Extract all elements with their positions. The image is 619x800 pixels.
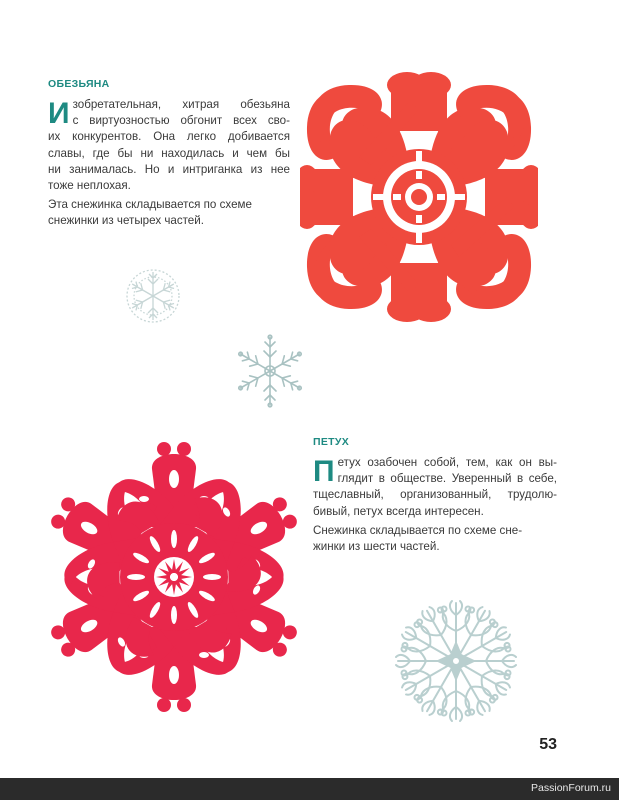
rooster-dropcap: П bbox=[313, 455, 335, 488]
rooster-line: тщеславный, организованный, трудолю- bbox=[313, 488, 557, 502]
rooster-scheme-line: жинки из шести частей. bbox=[313, 540, 440, 554]
monkey-papercut-snowflake bbox=[300, 66, 538, 328]
monkey-scheme-line: Эта снежинка складывается по схеме bbox=[48, 198, 252, 211]
watermark-text[interactable]: PassionForum.ru bbox=[531, 782, 611, 794]
pale-snowflake-large-icon bbox=[388, 596, 524, 726]
monkey-line: тоже неплохая. bbox=[48, 179, 131, 193]
rooster-line: етух озабочен собой, тем, как он вы- bbox=[337, 456, 557, 469]
monkey-snowflake-body bbox=[300, 72, 538, 322]
monkey-scheme-note bbox=[48, 197, 292, 229]
monkey-description bbox=[48, 97, 290, 194]
rooster-papercut-snowflake bbox=[48, 436, 300, 718]
rooster-line: бивый, петух всегда интересен. bbox=[313, 504, 484, 518]
monkey-heading: ОБЕЗЬЯНА bbox=[48, 78, 110, 90]
rooster-snowflake-body bbox=[48, 442, 300, 712]
monkey-line: их конкурентов. Она легко добивается bbox=[48, 130, 290, 144]
pale-snowflake-small-icon bbox=[123, 266, 183, 326]
rooster-heading: ПЕТУХ bbox=[313, 436, 349, 448]
watermark-bar bbox=[0, 778, 619, 800]
monkey-line: с виртуозностью обгонит всех сво- bbox=[72, 114, 290, 128]
monkey-dropcap: И bbox=[48, 97, 70, 130]
rooster-line: глядит в обществе. Уверенный в себе, bbox=[337, 472, 557, 486]
monkey-line: зобретательная, хитрая обезьяна bbox=[72, 98, 290, 111]
page-number: 53 bbox=[539, 736, 557, 753]
monkey-scheme-line: снежинки из четырех частей. bbox=[48, 214, 204, 228]
rooster-scheme-line: Снежинка складывается по схеме сне- bbox=[313, 524, 523, 537]
rooster-scheme-note bbox=[313, 523, 559, 555]
rooster-description bbox=[313, 455, 557, 520]
monkey-line: славы, где бы ни находилась и чем бы bbox=[48, 146, 290, 160]
pale-snowflake-thin-icon bbox=[232, 333, 308, 409]
monkey-line: ни занималась. Но и интриганка из нее bbox=[48, 162, 290, 176]
